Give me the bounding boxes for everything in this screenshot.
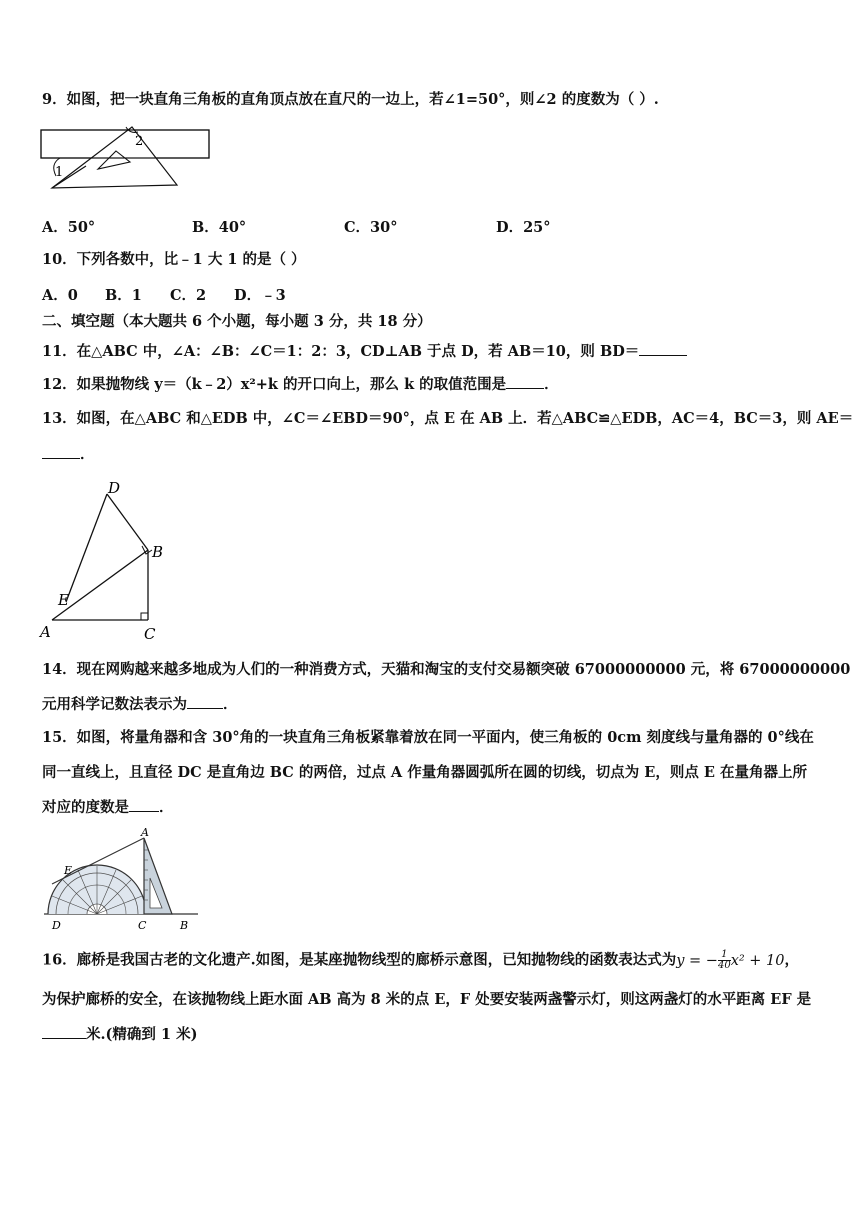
point-e-label: E bbox=[58, 591, 69, 609]
q16-line3 bbox=[42, 1024, 197, 1045]
q13-answer-blank[interactable] bbox=[42, 444, 80, 459]
q13-text-end: ． bbox=[80, 446, 95, 463]
fraction-numerator: 1 bbox=[718, 950, 731, 961]
q14-text-end: ． bbox=[223, 696, 238, 713]
q15-answer-blank[interactable] bbox=[129, 797, 159, 812]
q16-text-line2: 为保护廊桥的安全，在该抛物线上距水面 AB 高为 8 米的点 E，F 处要安装两盏警示灯，则这两盏灯的水平距离 EF 是 bbox=[42, 991, 812, 1008]
q12-answer-blank[interactable] bbox=[506, 374, 544, 389]
q9-option-c: C．30° bbox=[344, 219, 398, 236]
angle2-label: 2 bbox=[135, 134, 144, 149]
q15-text: 15．如图，将量角器和含 30°角的一块直角三角板紧靠着放在同一平面内，使三角板的 0cm 刻度线与量角器的 0°线在 bbox=[42, 729, 814, 746]
fraction-denominator: 40 bbox=[717, 960, 731, 971]
angle1-label: 1 bbox=[55, 165, 64, 180]
formula-lhs: y = − bbox=[676, 952, 718, 969]
q11-line bbox=[42, 341, 687, 362]
q15-figure bbox=[40, 826, 202, 934]
q10-text: 10．下列各数中，比﹣1 大 1 的是（ ） bbox=[42, 251, 306, 268]
q11-answer-blank[interactable] bbox=[639, 341, 687, 356]
q10-option-b: B．1 bbox=[105, 287, 142, 304]
q16-answer-blank[interactable] bbox=[42, 1024, 86, 1039]
q14-text-cont: 元用科学记数法表示为 bbox=[42, 696, 187, 713]
point-d-label: D bbox=[108, 479, 121, 497]
q9-option-a: A．50° bbox=[42, 219, 96, 236]
q15-text-end: ． bbox=[159, 799, 174, 816]
point-b-label: B bbox=[180, 919, 189, 932]
q10-option-a: A．0 bbox=[42, 287, 78, 304]
point-e-label: E bbox=[64, 864, 73, 877]
q13-text: 13．如图，在△ABC 和△EDB 中，∠C＝∠EBD＝90°，点 E 在 AB 上．若△ABC≌△EDB，AC＝4，BC＝3，则 AE＝ bbox=[42, 410, 854, 427]
q15-text-line2: 同一直线上，且直径 DC 是直角边 BC 的两倍，过点 A 作量角器圆弧所在圆的切线，切点为 E，则点 E 在量角器上所 bbox=[42, 764, 807, 781]
formula-rhs: x² + 10 bbox=[730, 952, 785, 969]
q9-option-b: B．40° bbox=[192, 219, 247, 236]
point-a-label: A bbox=[40, 623, 51, 641]
formula-fraction bbox=[718, 950, 731, 971]
q14-answer-blank[interactable] bbox=[187, 694, 223, 709]
point-c-label: C bbox=[138, 919, 147, 932]
q16-formula bbox=[676, 949, 785, 971]
q9-figure bbox=[40, 126, 212, 192]
q15-line3 bbox=[42, 797, 174, 818]
q12-text: 12．如果抛物线 y＝（k﹣2）x²+k 的开口向上，那么 k 的取值范围是 bbox=[42, 376, 507, 393]
point-c-label: C bbox=[144, 625, 156, 643]
q16-line1 bbox=[42, 950, 799, 971]
q13-figure bbox=[36, 474, 176, 644]
q10-option-c: C．2 bbox=[170, 287, 207, 304]
q9-option-d: D．25° bbox=[496, 219, 551, 236]
q16-text-end: 米.(精确到 1 米) bbox=[86, 1026, 198, 1043]
q14-text: 14．现在网购越来越多地成为人们的一种消费方式，天猫和淘宝的支付交易额突破 67000000000 元，将 67000000000 bbox=[42, 661, 851, 678]
q12-line bbox=[42, 374, 559, 395]
q11-text: 11．在△ABC 中，∠A：∠B：∠C＝1：2：3，CD⊥AB 于点 D，若 AB＝10，则 BD＝ bbox=[42, 343, 640, 360]
q15-text-line3: 对应的度数是 bbox=[42, 799, 129, 816]
q13-line2 bbox=[42, 444, 95, 465]
point-d-label: D bbox=[52, 919, 61, 932]
q9-text: 9．如图，把一块直角三角板的直角顶点放在直尺的一边上，若∠1=50°，则∠2 的度数为（ ）. bbox=[42, 91, 659, 108]
section2-heading: 二、填空题（本大题共 6 个小题，每小题 3 分，共 18 分） bbox=[42, 313, 432, 330]
q12-text-end: ． bbox=[544, 376, 559, 393]
q10-option-d: D．﹣3 bbox=[234, 287, 286, 304]
q14-line2 bbox=[42, 694, 238, 715]
point-a-label: A bbox=[141, 826, 149, 839]
q16-text: 16．廊桥是我国古老的文化遗产.如图，是某座抛物线型的廊桥示意图，已知抛物线的函数表达式为 bbox=[42, 951, 677, 969]
point-b-label: B bbox=[152, 543, 164, 561]
q16-comma: ， bbox=[784, 951, 799, 969]
